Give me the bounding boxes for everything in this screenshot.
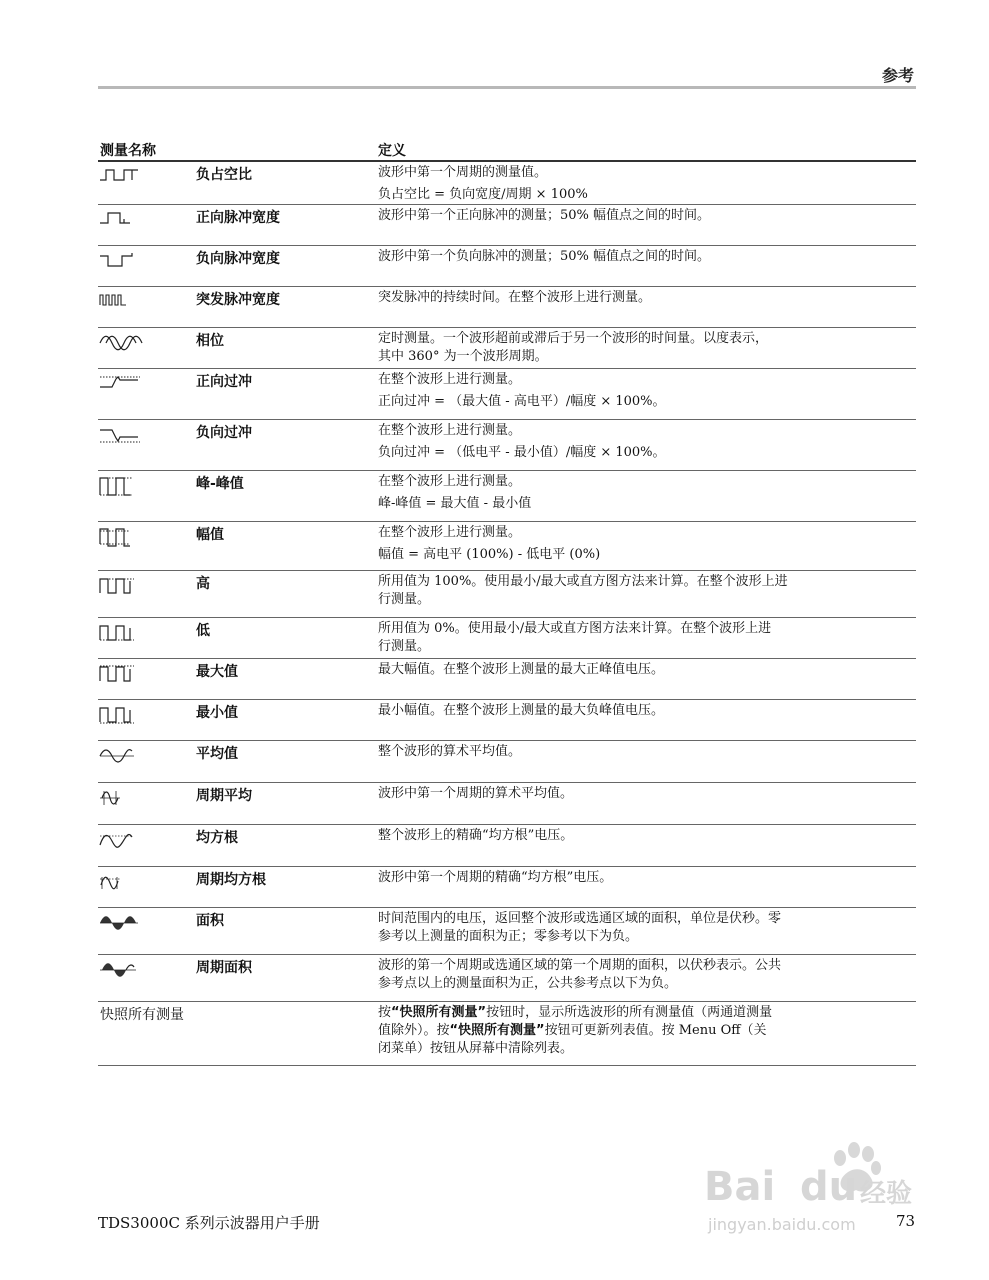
page-number: 73: [896, 1212, 916, 1230]
measurement-name: 面积: [196, 913, 224, 929]
measurement-definition: 在整个波形上进行测量。 幅值 = 高电平 (100%) - 低电平 (0%): [378, 525, 601, 562]
cycle-area-icon: [98, 959, 144, 981]
table-row: [98, 618, 916, 659]
measurement-definition: 最大幅值。在整个波形上测量的最大正峰值电压。: [378, 662, 665, 677]
measurement-definition: 在整个波形上进行测量。 正向过冲 = （最大值 - 高电平）/幅度 × 100%。: [378, 372, 666, 409]
table-row: [98, 328, 916, 369]
page-header: [98, 62, 916, 89]
column-header-definition: 定义: [378, 143, 406, 159]
negative-duty-cycle-icon: [98, 166, 144, 188]
measurement-name: 相位: [196, 333, 224, 349]
positive-pulse-width-icon: [98, 209, 144, 231]
measurement-name: 正向脉冲宽度: [196, 210, 280, 226]
max-icon: [98, 663, 144, 685]
table-row: [98, 908, 916, 955]
measurement-name: 高: [196, 576, 210, 592]
svg-text:du: du: [800, 1164, 858, 1210]
measurement-definition: 波形中第一个周期的测量值。 负占空比 = 负向宽度/周期 × 100%: [378, 165, 588, 202]
manual-title: TDS3000C 系列示波器用户手册: [98, 1214, 320, 1232]
cycle-rms-icon: [98, 871, 144, 893]
table-row: [98, 471, 916, 522]
svg-text:jingyan.baidu.com: jingyan.baidu.com: [708, 1215, 856, 1234]
measurement-definition: 整个波形上的精确“均方根”电压。: [378, 828, 574, 843]
measurement-name: 峰-峰值: [196, 476, 244, 492]
column-header-name: 测量名称: [100, 143, 156, 159]
measurement-name: 低: [196, 623, 210, 639]
table-row: [98, 783, 916, 825]
table-row: [98, 246, 916, 287]
measurement-name: 周期面积: [196, 960, 252, 976]
section-title: 参考: [881, 66, 914, 85]
positive-overshoot-icon: [98, 373, 144, 395]
phase-icon: [98, 332, 144, 354]
burst-width-icon: [98, 291, 144, 313]
table-row: [98, 522, 916, 571]
measurement-definition: 波形中第一个负向脉冲的测量；50% 幅值点之间的时间。: [378, 249, 711, 264]
measurement-definition: 在整个波形上进行测量。 负向过冲 = （低电平 - 最小值）/幅度 × 100%。: [378, 423, 666, 460]
measurement-definition: 按“快照所有测量”按钮时，显示所选波形的所有测量值（两通道测量 值除外）。按“快照所有测量”按钮可更新列表值。按 Menu Off（关 闭菜单）按钮从屏幕中清除列表。: [378, 1005, 773, 1056]
low-icon: [98, 622, 144, 644]
amplitude-icon: [98, 526, 144, 548]
measurement-name: 周期均方根: [196, 872, 266, 888]
measurement-definition: 波形中第一个周期的精确“均方根”电压。: [378, 870, 613, 885]
peak-to-peak-icon: [98, 475, 144, 497]
table-row: [98, 287, 916, 328]
measurement-name: 负向过冲: [196, 425, 252, 441]
measurement-name: 最小值: [196, 705, 238, 721]
table-row: [98, 825, 916, 867]
measurement-name: 平均值: [196, 746, 238, 762]
measurement-definition: 时间范围内的电压，返回整个波形或选通区域的面积，单位是伏秒。零 参考以上测量的面积为正；零参考以下为负。: [378, 911, 782, 944]
table-row: [98, 741, 916, 783]
table-row: [98, 955, 916, 1002]
measurement-definition: 所用值为 0%。使用最小/最大或直方图方法来计算。在整个波形上进 行测量。: [378, 621, 772, 654]
measurement-definition: 在整个波形上进行测量。 峰-峰值 = 最大值 - 最小值: [378, 474, 532, 511]
measurement-definition: 突发脉冲的持续时间。在整个波形上进行测量。: [378, 290, 652, 305]
table-row-snapshot: [98, 1002, 916, 1066]
table-row: [98, 205, 916, 246]
measurement-name: 幅值: [196, 527, 224, 543]
measurement-definition: 所用值为 100%。使用最小/最大或直方图方法来计算。在整个波形上进 行测量。: [378, 574, 788, 607]
mean-icon: [98, 745, 144, 767]
measurement-name: 负向脉冲宽度: [196, 251, 280, 267]
measurement-name: 快照所有测量: [100, 1007, 184, 1023]
rms-icon: [98, 829, 144, 851]
measurement-definition: 最小幅值。在整个波形上测量的最大负峰值电压。: [378, 703, 665, 718]
negative-pulse-width-icon: [98, 250, 144, 272]
table-row: [98, 571, 916, 618]
table-row: [98, 867, 916, 908]
cycle-mean-icon: [98, 787, 144, 809]
measurement-definition: 波形中第一个正向脉冲的测量；50% 幅值点之间的时间。: [378, 208, 711, 223]
measurement-definition: 波形中第一个周期的算术平均值。: [378, 786, 574, 801]
negative-overshoot-icon: [98, 424, 144, 446]
area-icon: [98, 912, 144, 934]
measurement-definition: 整个波形的算术平均值。: [378, 744, 522, 759]
table-row: [98, 162, 916, 205]
high-icon: [98, 575, 144, 597]
table-row: [98, 659, 916, 700]
measurement-definition: 波形的第一个周期或选通区域的第一个周期的面积，以伏秒表示。公共 参考点以上的测量面积为正，公共参考点以下为负。: [378, 958, 782, 991]
table-header-row: [98, 138, 916, 162]
measurement-name: 突发脉冲宽度: [196, 292, 280, 308]
measurement-definition: 定时测量。一个波形超前或滞后于另一个波形的时间量。以度表示， 其中 360° 为一个波形周期。: [378, 331, 769, 364]
measurement-name: 负占空比: [196, 167, 252, 183]
measurement-table: [98, 138, 916, 1066]
table-row: [98, 420, 916, 471]
measurement-name: 正向过冲: [196, 374, 252, 390]
min-icon: [98, 704, 144, 726]
measurement-name: 最大值: [196, 664, 238, 680]
measurement-name: 周期平均: [196, 788, 252, 804]
table-row: [98, 700, 916, 741]
svg-text:经验: 经验: [860, 1179, 913, 1209]
table-row: [98, 369, 916, 420]
measurement-name: 均方根: [196, 830, 238, 846]
svg-text:Bai: Bai: [704, 1164, 776, 1210]
